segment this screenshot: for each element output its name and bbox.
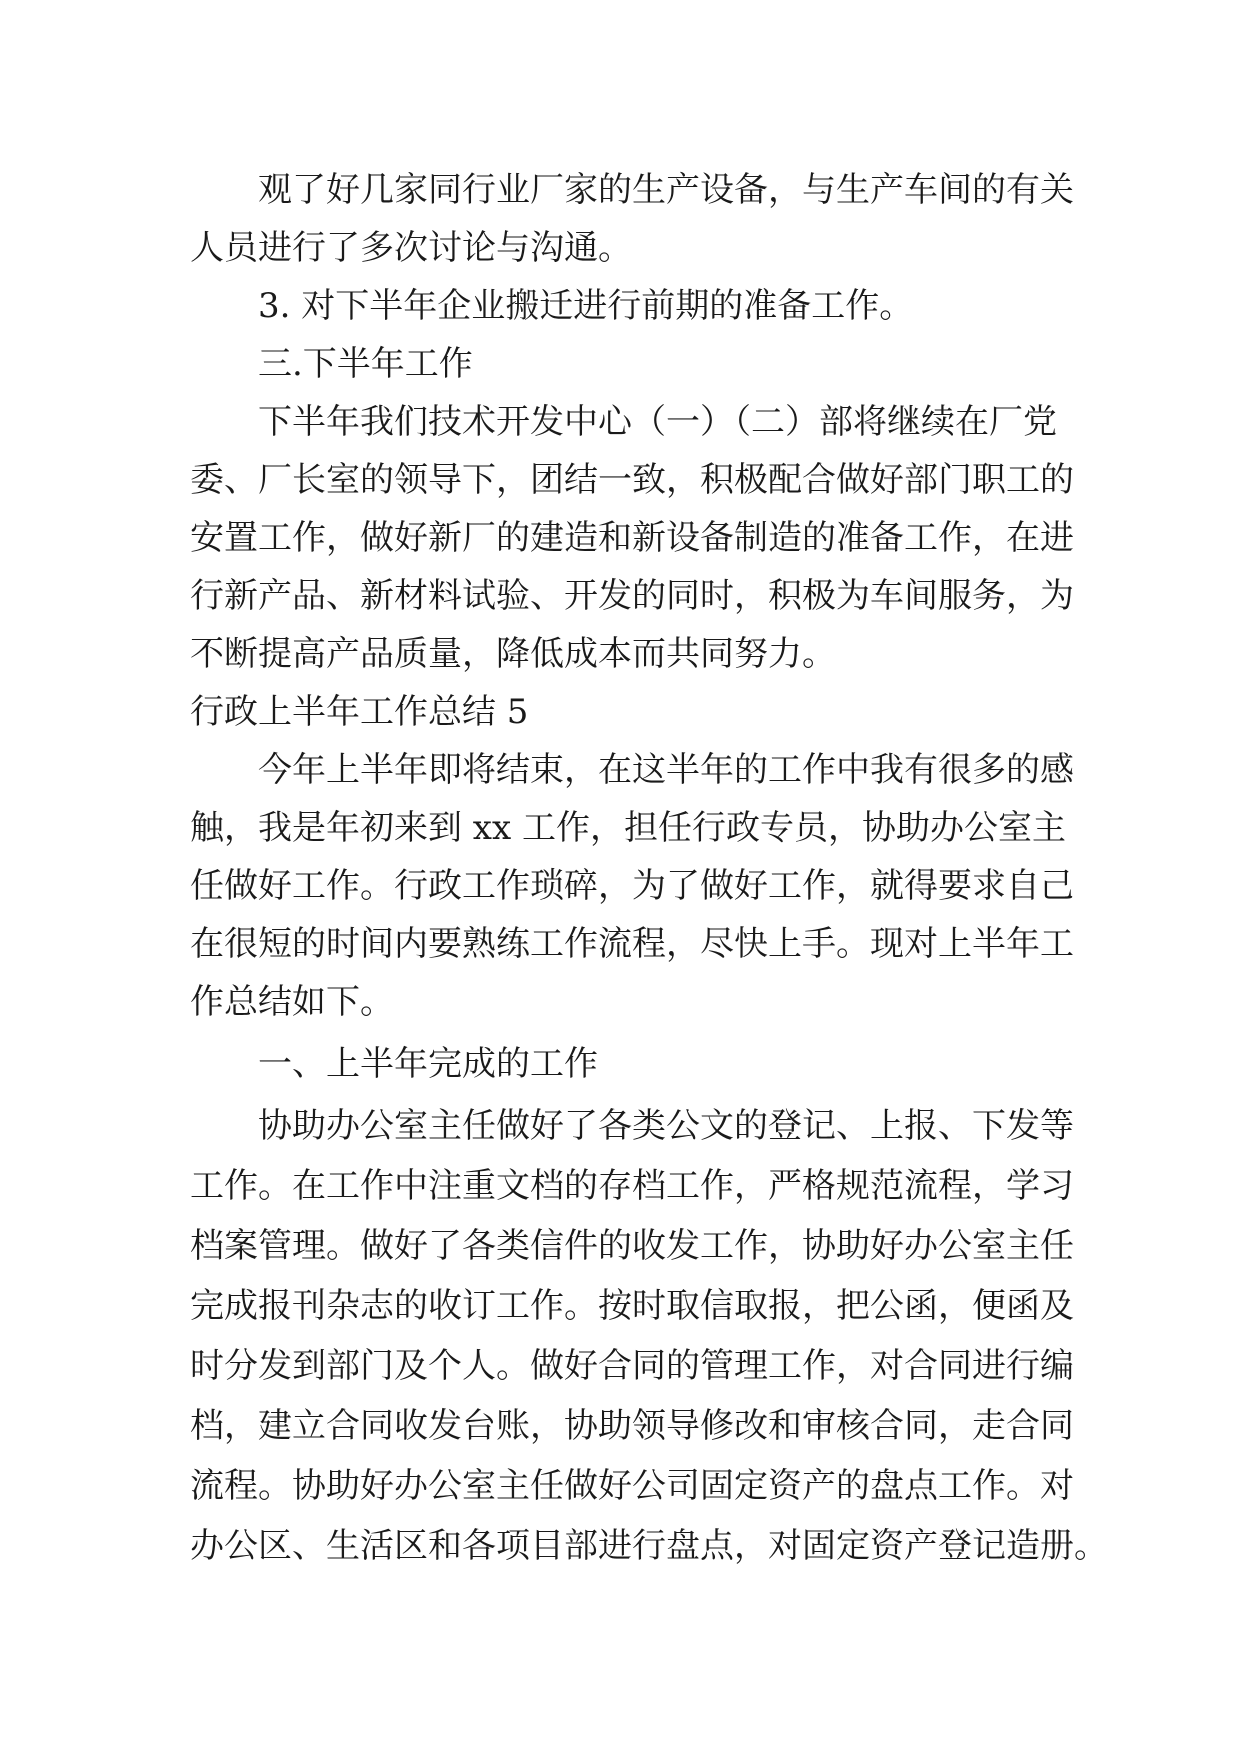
text-line: 委、厂长室的领导下，团结一致，积极配合做好部门职工的 [190, 460, 1074, 500]
text-line: 行新产品、新材料试验、开发的同时，积极为车间服务，为 [190, 576, 1074, 616]
document-title: 行政上半年工作总结 5 [190, 692, 529, 732]
text-line: 档案管理。做好了各类信件的收发工作，协助好办公室主任 [190, 1226, 1074, 1266]
text-line: 时分发到部门及个人。做好合同的管理工作，对合同进行编 [190, 1346, 1074, 1386]
list-item: 3. 对下半年企业搬迁进行前期的准备工作。 [258, 286, 914, 326]
text-line: 任做好工作。行政工作琐碎，为了做好工作，就得要求自己 [190, 866, 1074, 906]
text-line: 今年上半年即将结束，在这半年的工作中我有很多的感 [258, 750, 1074, 790]
text-line: 人员进行了多次讨论与沟通。 [190, 228, 632, 268]
text-line: 观了好几家同行业厂家的生产设备，与生产车间的有关 [258, 170, 1074, 210]
text-line: 触，我是年初来到 xx 工作，担任行政专员，协助办公室主 [190, 808, 1066, 848]
section-heading: 一、上半年完成的工作 [258, 1044, 598, 1084]
text-line: 安置工作，做好新厂的建造和新设备制造的准备工作，在进 [190, 518, 1074, 558]
text-line: 作总结如下。 [190, 982, 394, 1022]
text-line: 不断提高产品质量，降低成本而共同努力。 [190, 634, 836, 674]
text-line: 下半年我们技术开发中心（一）（二）部将继续在厂党 [258, 402, 1057, 442]
text-line: 在很短的时间内要熟练工作流程，尽快上手。现对上半年工 [190, 924, 1074, 964]
text-line: 档，建立合同收发台账，协助领导修改和审核合同，走合同 [190, 1406, 1074, 1446]
text-line: 协助办公室主任做好了各类公文的登记、上报、下发等 [258, 1106, 1074, 1146]
section-heading: 三.下半年工作 [258, 344, 473, 384]
text-line: 完成报刊杂志的收订工作。按时取信取报，把公函，便函及 [190, 1286, 1074, 1326]
text-line: 流程。协助好办公室主任做好公司固定资产的盘点工作。对 [190, 1466, 1074, 1506]
text-line: 办公区、生活区和各项目部进行盘点，对固定资产登记造册。 [190, 1526, 1108, 1566]
text-line: 工作。在工作中注重文档的存档工作，严格规范流程，学习 [190, 1166, 1074, 1206]
